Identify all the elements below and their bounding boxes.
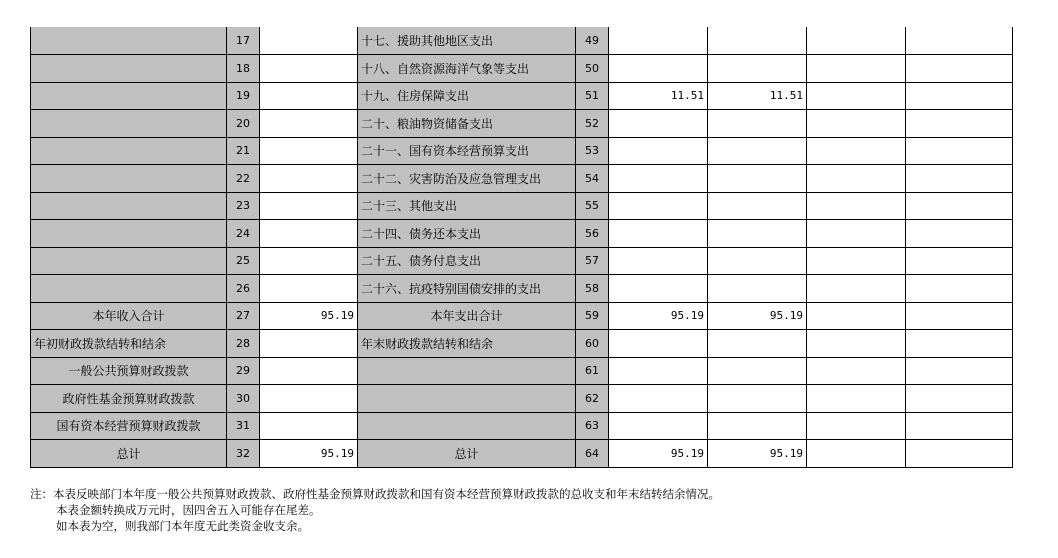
table-row xyxy=(31,247,1013,275)
table-row xyxy=(31,440,1013,468)
expense-total-cell xyxy=(609,137,708,165)
income-amount-cell xyxy=(260,220,358,248)
table-row xyxy=(31,165,1013,193)
expense-line-number: 53 xyxy=(576,137,609,165)
state-capital-cell xyxy=(906,302,1013,330)
expense-line-number: 64 xyxy=(576,440,609,468)
state-capital-cell xyxy=(906,357,1013,385)
expense-item-cell: 十八、自然资源海洋气象等支出 xyxy=(358,55,576,83)
gov-fund-cell xyxy=(807,55,906,83)
table-row xyxy=(31,385,1013,413)
expense-total-cell xyxy=(609,165,708,193)
general-budget-cell xyxy=(708,110,807,138)
expense-total-cell xyxy=(609,192,708,220)
table-body xyxy=(31,27,1013,467)
expense-line-number: 50 xyxy=(576,55,609,83)
table-row xyxy=(31,302,1013,330)
expense-total-cell xyxy=(609,412,708,440)
gov-fund-cell xyxy=(807,412,906,440)
expense-line-number: 61 xyxy=(576,357,609,385)
expense-line-number: 52 xyxy=(576,110,609,138)
income-item-cell: 一般公共预算财政拨款 xyxy=(31,357,227,385)
expense-line-number: 55 xyxy=(576,192,609,220)
income-amount-cell xyxy=(260,247,358,275)
state-capital-cell xyxy=(906,110,1013,138)
note-line-1: 注：本表反映部门本年度一般公共预算财政拨款、政府性基金预算财政拨款和国有资本经营预算财政拨款的总收支和年末结转结余情况。 xyxy=(30,487,720,501)
state-capital-cell xyxy=(906,330,1013,358)
income-amount-cell xyxy=(260,137,358,165)
state-capital-cell xyxy=(906,385,1013,413)
state-capital-cell xyxy=(906,275,1013,303)
gov-fund-cell xyxy=(807,247,906,275)
income-amount-cell xyxy=(260,385,358,413)
income-line-number: 30 xyxy=(227,385,260,413)
expense-line-number: 62 xyxy=(576,385,609,413)
income-line-number: 23 xyxy=(227,192,260,220)
expense-item-cell: 年末财政拨款结转和结余 xyxy=(358,330,576,358)
gov-fund-cell xyxy=(807,440,906,468)
state-capital-cell xyxy=(906,27,1013,55)
gov-fund-cell xyxy=(807,165,906,193)
expense-item-cell: 二十一、国有资本经营预算支出 xyxy=(358,137,576,165)
state-capital-cell xyxy=(906,55,1013,83)
income-amount-cell: 95.19 xyxy=(260,440,358,468)
gov-fund-cell xyxy=(807,82,906,110)
income-line-number: 31 xyxy=(227,412,260,440)
expense-line-number: 51 xyxy=(576,82,609,110)
income-line-number: 22 xyxy=(227,165,260,193)
income-item-cell xyxy=(31,27,227,55)
income-line-number: 20 xyxy=(227,110,260,138)
expense-total-cell: 11.51 xyxy=(609,82,708,110)
table-row xyxy=(31,412,1013,440)
income-line-number: 21 xyxy=(227,137,260,165)
income-amount-cell xyxy=(260,55,358,83)
income-amount-cell xyxy=(260,27,358,55)
expense-total-cell xyxy=(609,385,708,413)
income-amount-cell xyxy=(260,82,358,110)
table-notes xyxy=(30,486,720,534)
income-line-number: 18 xyxy=(227,55,260,83)
gov-fund-cell xyxy=(807,192,906,220)
income-line-number: 24 xyxy=(227,220,260,248)
state-capital-cell xyxy=(906,440,1013,468)
table-row xyxy=(31,27,1013,55)
expense-total-cell xyxy=(609,275,708,303)
expense-line-number: 59 xyxy=(576,302,609,330)
income-line-number: 28 xyxy=(227,330,260,358)
expense-item-cell: 二十六、抗疫特别国债安排的支出 xyxy=(358,275,576,303)
expense-item-cell: 二十四、债务还本支出 xyxy=(358,220,576,248)
income-item-cell xyxy=(31,192,227,220)
gov-fund-cell xyxy=(807,302,906,330)
income-line-number: 25 xyxy=(227,247,260,275)
general-budget-cell xyxy=(708,247,807,275)
expense-total-cell xyxy=(609,110,708,138)
note-line-2: 本表金额转换成万元时，因四舍五入可能存在尾差。 xyxy=(56,503,321,517)
expense-total-cell xyxy=(609,247,708,275)
expense-item-cell: 二十、粮油物资储备支出 xyxy=(358,110,576,138)
income-line-number: 32 xyxy=(227,440,260,468)
gov-fund-cell xyxy=(807,275,906,303)
expense-line-number: 63 xyxy=(576,412,609,440)
income-line-number: 29 xyxy=(227,357,260,385)
table-row xyxy=(31,82,1013,110)
income-item-cell: 本年收入合计 xyxy=(31,302,227,330)
expense-total-cell: 95.19 xyxy=(609,440,708,468)
expense-line-number: 54 xyxy=(576,165,609,193)
income-item-cell xyxy=(31,247,227,275)
general-budget-cell xyxy=(708,165,807,193)
table-row xyxy=(31,137,1013,165)
state-capital-cell xyxy=(906,412,1013,440)
expense-line-number: 57 xyxy=(576,247,609,275)
general-budget-cell xyxy=(708,55,807,83)
table-row xyxy=(31,110,1013,138)
table-row xyxy=(31,192,1013,220)
expense-line-number: 58 xyxy=(576,275,609,303)
income-amount-cell xyxy=(260,412,358,440)
expense-item-cell: 本年支出合计 xyxy=(358,302,576,330)
general-budget-cell xyxy=(708,412,807,440)
income-item-cell: 总计 xyxy=(31,440,227,468)
income-amount-cell: 95.19 xyxy=(260,302,358,330)
income-line-number: 17 xyxy=(227,27,260,55)
gov-fund-cell xyxy=(807,357,906,385)
income-item-cell: 年初财政拨款结转和结余 xyxy=(31,330,227,358)
state-capital-cell xyxy=(906,247,1013,275)
general-budget-cell xyxy=(708,357,807,385)
income-item-cell xyxy=(31,137,227,165)
fiscal-appropriation-table xyxy=(30,27,1013,468)
general-budget-cell: 95.19 xyxy=(708,440,807,468)
income-item-cell xyxy=(31,165,227,193)
expense-total-cell: 95.19 xyxy=(609,302,708,330)
expense-total-cell xyxy=(609,330,708,358)
gov-fund-cell xyxy=(807,137,906,165)
general-budget-cell xyxy=(708,330,807,358)
general-budget-cell xyxy=(708,275,807,303)
income-item-cell xyxy=(31,55,227,83)
income-amount-cell xyxy=(260,110,358,138)
income-item-cell xyxy=(31,275,227,303)
state-capital-cell xyxy=(906,220,1013,248)
expense-item-cell: 二十二、灾害防治及应急管理支出 xyxy=(358,165,576,193)
expense-total-cell xyxy=(609,27,708,55)
expense-total-cell xyxy=(609,55,708,83)
gov-fund-cell xyxy=(807,220,906,248)
table-row xyxy=(31,55,1013,83)
income-item-cell: 政府性基金预算财政拨款 xyxy=(31,385,227,413)
income-item-cell xyxy=(31,220,227,248)
income-item-cell: 国有资本经营预算财政拨款 xyxy=(31,412,227,440)
table-row xyxy=(31,357,1013,385)
table-row xyxy=(31,220,1013,248)
expense-item-cell: 二十三、其他支出 xyxy=(358,192,576,220)
general-budget-cell xyxy=(708,192,807,220)
general-budget-cell: 95.19 xyxy=(708,302,807,330)
income-amount-cell xyxy=(260,192,358,220)
state-capital-cell xyxy=(906,192,1013,220)
gov-fund-cell xyxy=(807,27,906,55)
income-amount-cell xyxy=(260,275,358,303)
expense-item-cell: 总计 xyxy=(358,440,576,468)
general-budget-cell xyxy=(708,137,807,165)
table-row xyxy=(31,330,1013,358)
state-capital-cell xyxy=(906,165,1013,193)
table-row xyxy=(31,275,1013,303)
income-line-number: 26 xyxy=(227,275,260,303)
general-budget-cell xyxy=(708,27,807,55)
expense-line-number: 49 xyxy=(576,27,609,55)
expense-total-cell xyxy=(609,220,708,248)
expense-item-cell: 十七、援助其他地区支出 xyxy=(358,27,576,55)
income-line-number: 19 xyxy=(227,82,260,110)
expense-total-cell xyxy=(609,357,708,385)
expense-item-cell xyxy=(358,385,576,413)
expense-item-cell xyxy=(358,357,576,385)
general-budget-cell xyxy=(708,220,807,248)
income-amount-cell xyxy=(260,357,358,385)
income-item-cell xyxy=(31,82,227,110)
gov-fund-cell xyxy=(807,385,906,413)
expense-line-number: 56 xyxy=(576,220,609,248)
state-capital-cell xyxy=(906,137,1013,165)
income-amount-cell xyxy=(260,165,358,193)
expense-item-cell xyxy=(358,412,576,440)
general-budget-cell xyxy=(708,385,807,413)
state-capital-cell xyxy=(906,82,1013,110)
note-line-3: 如本表为空，则我部门本年度无此类资金收支余。 xyxy=(56,519,309,533)
gov-fund-cell xyxy=(807,330,906,358)
income-line-number: 27 xyxy=(227,302,260,330)
general-budget-cell: 11.51 xyxy=(708,82,807,110)
income-amount-cell xyxy=(260,330,358,358)
expense-item-cell: 十九、住房保障支出 xyxy=(358,82,576,110)
expense-item-cell: 二十五、债务付息支出 xyxy=(358,247,576,275)
income-item-cell xyxy=(31,110,227,138)
expense-line-number: 60 xyxy=(576,330,609,358)
gov-fund-cell xyxy=(807,110,906,138)
